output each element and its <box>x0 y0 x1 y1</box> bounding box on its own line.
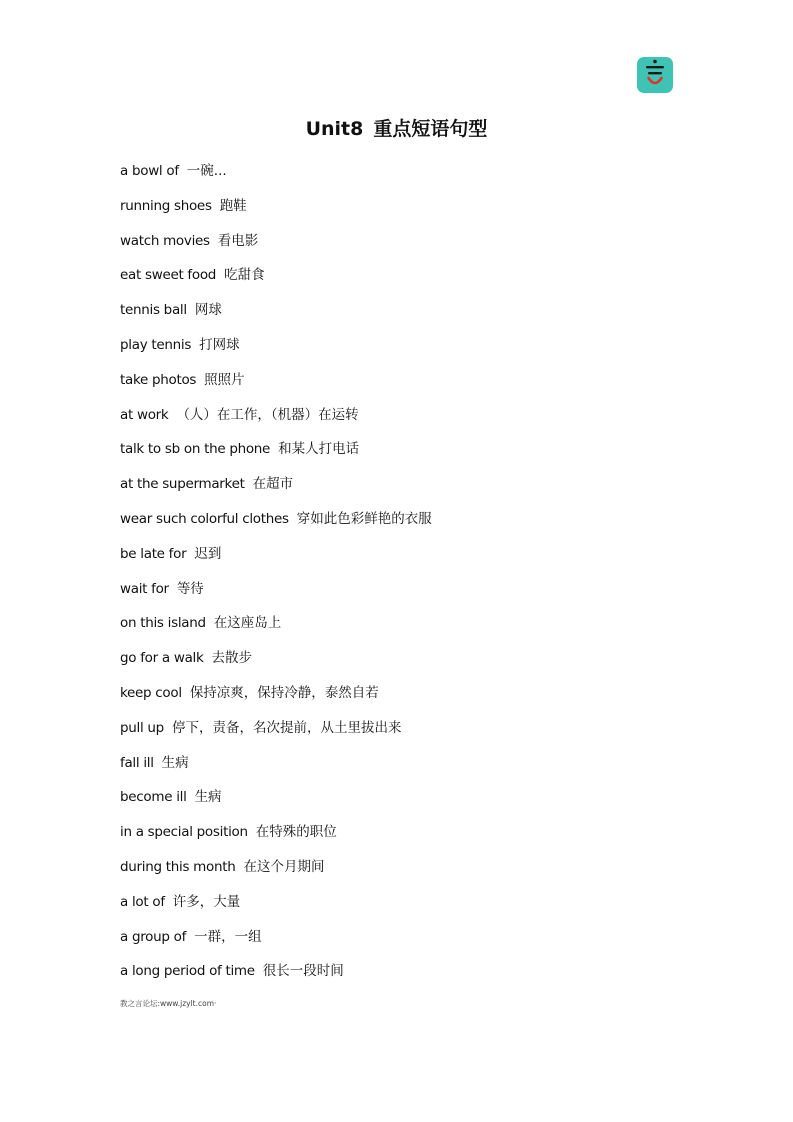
phrase-english: go for a walk <box>120 650 204 667</box>
phrase-english: a group of <box>120 928 187 945</box>
phrase-english: become ill <box>120 789 187 806</box>
phrase-row <box>120 820 740 855</box>
phrase-english: at work <box>120 406 169 423</box>
phrase-row <box>120 194 740 229</box>
phrase-english: pull up <box>120 719 164 736</box>
footer-source: 教之言论坛:www.jzylt.com· <box>120 999 217 1008</box>
phrase-row <box>120 925 740 960</box>
logo-icon <box>637 57 673 93</box>
phrase-row <box>120 611 740 646</box>
phrase-chinese: 在超市 <box>252 476 294 493</box>
phrase-row <box>120 542 740 577</box>
phrase-chinese: 一碗... <box>186 163 227 179</box>
phrase-row <box>120 229 740 264</box>
phrase-chinese: 保持凉爽，保持冷静，泰然自若 <box>189 684 379 701</box>
phrase-chinese: 停下，责备，名次提前，从土里拔出来 <box>171 719 402 736</box>
phrase-english: be late for <box>120 545 187 562</box>
phrase-row <box>120 577 740 612</box>
phrase-english: a bowl of <box>120 163 179 179</box>
phrase-english: fall ill <box>120 754 154 771</box>
page-title <box>0 114 793 144</box>
phrase-row <box>120 959 740 994</box>
phrase-row <box>120 507 740 542</box>
phrase-row <box>120 159 740 194</box>
phrase-row <box>120 368 740 403</box>
phrase-english: running shoes <box>120 197 212 214</box>
phrase-english: in a special position <box>120 824 248 841</box>
phrase-english: on this island <box>120 615 206 632</box>
phrase-chinese: 跑鞋 <box>219 197 247 214</box>
phrase-chinese: 很长一段时间 <box>262 963 344 980</box>
phrase-chinese: 去散步 <box>211 650 253 667</box>
phrase-english: tennis ball <box>120 302 187 319</box>
phrase-row <box>120 785 740 820</box>
phrase-chinese: 许多，大量 <box>172 893 241 910</box>
phrase-row <box>120 716 740 751</box>
phrase-chinese: 看电影 <box>217 232 259 249</box>
phrase-english: a lot of <box>120 893 165 910</box>
phrase-row <box>120 298 740 333</box>
phrase-english: during this month <box>120 858 236 875</box>
page-title-en: Unit8 <box>305 118 364 140</box>
phrase-row <box>120 890 740 925</box>
phrase-english: eat sweet food <box>120 267 217 284</box>
phrase-chinese: 穿如此色彩鲜艳的衣服 <box>296 510 432 527</box>
phrase-row <box>120 855 740 890</box>
phrase-english: play tennis <box>120 336 192 353</box>
phrase-chinese: 打网球 <box>199 336 240 353</box>
phrase-english: talk to sb on the phone <box>120 441 271 458</box>
phrase-chinese: 在特殊的职位 <box>255 824 337 841</box>
phrase-chinese: 照照片 <box>204 371 245 388</box>
phrase-english: at the supermarket <box>120 476 245 493</box>
phrase-english: keep cool <box>120 684 182 701</box>
phrase-english: wait for <box>120 580 169 597</box>
phrase-row <box>120 403 740 438</box>
phrase-chinese: 等待 <box>176 580 204 597</box>
phrase-list <box>120 159 740 994</box>
phrase-chinese: 网球 <box>194 302 222 319</box>
phrase-chinese: （人）在工作，（机器）在运转 <box>176 406 359 423</box>
phrase-row <box>120 751 740 786</box>
phrase-chinese: 一群，一组 <box>194 928 262 945</box>
page-title-zh: 重点短语句型 <box>373 118 488 140</box>
phrase-chinese: 吃甜食 <box>224 267 265 284</box>
phrase-row <box>120 333 740 368</box>
phrase-english: take photos <box>120 371 197 388</box>
phrase-chinese: 迟到 <box>194 545 222 562</box>
phrase-row <box>120 646 740 681</box>
phrase-chinese: 和某人打电话 <box>278 441 360 458</box>
phrase-row <box>120 437 740 472</box>
phrase-chinese: 在这座岛上 <box>213 615 282 632</box>
phrase-chinese: 生病 <box>194 789 222 806</box>
phrase-row <box>120 681 740 716</box>
phrase-chinese: 在这个月期间 <box>243 858 325 875</box>
phrase-english: watch movies <box>120 232 210 249</box>
phrase-row <box>120 472 740 507</box>
phrase-english: a long period of time <box>120 963 255 980</box>
phrase-english: wear such colorful clothes <box>120 510 289 527</box>
phrase-chinese: 生病 <box>161 754 189 771</box>
phrase-row <box>120 263 740 298</box>
